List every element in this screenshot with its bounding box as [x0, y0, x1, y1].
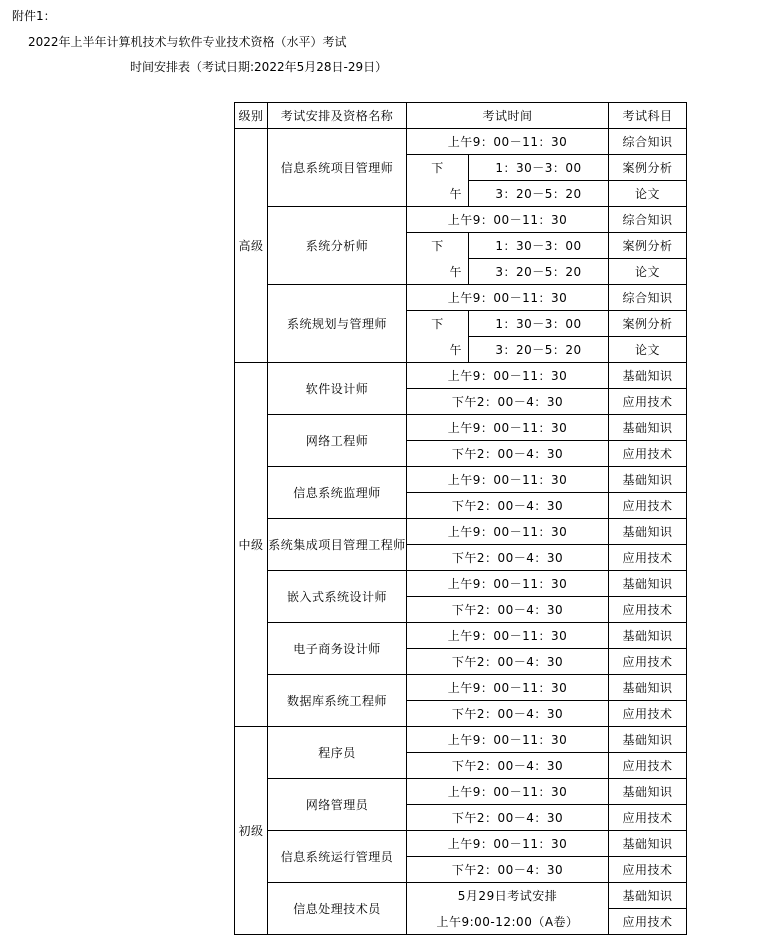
document-subtitle: 时间安排表（考试日期:2022年5月28日-29日） [130, 60, 388, 74]
table-row [235, 363, 687, 389]
qualification-name: 网络工程师 [268, 415, 407, 467]
exam-subject: 应用技术 [609, 753, 687, 779]
exam-time: 5月29日考试安排 [407, 883, 609, 909]
exam-subject: 综合知识 [609, 285, 687, 311]
exam-time: 上午9：00－11：30 [407, 727, 609, 753]
exam-time: 下午2：00－4：30 [407, 805, 609, 831]
exam-time: 3：20－5：20 [469, 337, 609, 363]
exam-subject: 基础知识 [609, 727, 687, 753]
exam-subject: 应用技术 [609, 441, 687, 467]
level-cell: 初级 [235, 727, 268, 935]
exam-time: 下午2：00－4：30 [407, 545, 609, 571]
column-header: 考试科目 [609, 103, 687, 129]
exam-time: 下午2：00－4：30 [407, 389, 609, 415]
table-header-row [235, 103, 687, 129]
exam-subject: 论文 [609, 181, 687, 207]
level-cell: 中级 [235, 363, 268, 727]
exam-time: 下午2：00－4：30 [407, 493, 609, 519]
table-row [235, 883, 687, 909]
qualification-name: 数据库系统工程师 [268, 675, 407, 727]
exam-subject: 应用技术 [609, 805, 687, 831]
exam-time: 上午9:00-12:00（A卷） [407, 909, 609, 935]
qualification-name: 系统分析师 [268, 207, 407, 285]
exam-time: 下午2：00－4：30 [407, 597, 609, 623]
exam-subject: 基础知识 [609, 363, 687, 389]
exam-subject: 应用技术 [609, 701, 687, 727]
table-row [235, 675, 687, 701]
table-row [235, 571, 687, 597]
exam-time: 1：30－3：00 [469, 233, 609, 259]
exam-time: 下午2：00－4：30 [407, 857, 609, 883]
exam-time: 上午9：00－11：30 [407, 571, 609, 597]
exam-time: 上午9：00－11：30 [407, 415, 609, 441]
table-row [235, 519, 687, 545]
exam-schedule-table [234, 102, 687, 935]
exam-time: 上午9：00－11：30 [407, 831, 609, 857]
exam-subject: 应用技术 [609, 909, 687, 935]
qualification-name: 信息系统监理师 [268, 467, 407, 519]
qualification-name: 信息处理技术员 [268, 883, 407, 935]
qualification-name: 系统集成项目管理工程师 [268, 519, 407, 571]
exam-subject: 综合知识 [609, 129, 687, 155]
exam-time: 上午9：00－11：30 [407, 207, 609, 233]
exam-time: 上午9：00－11：30 [407, 779, 609, 805]
qualification-name: 系统规划与管理师 [268, 285, 407, 363]
exam-time: 3：20－5：20 [469, 259, 609, 285]
table-row [235, 467, 687, 493]
qualification-name: 信息系统项目管理师 [268, 129, 407, 207]
exam-time: 下午2：00－4：30 [407, 441, 609, 467]
exam-subject: 基础知识 [609, 779, 687, 805]
exam-subject: 应用技术 [609, 649, 687, 675]
afternoon-label: 午 [407, 337, 469, 363]
exam-time: 下午2：00－4：30 [407, 649, 609, 675]
exam-subject: 论文 [609, 259, 687, 285]
exam-subject: 基础知识 [609, 831, 687, 857]
exam-time: 1：30－3：00 [469, 155, 609, 181]
exam-subject: 基础知识 [609, 883, 687, 909]
exam-subject: 应用技术 [609, 493, 687, 519]
table-row [235, 415, 687, 441]
exam-time: 1：30－3：00 [469, 311, 609, 337]
exam-subject: 应用技术 [609, 545, 687, 571]
afternoon-label: 午 [407, 181, 469, 207]
exam-time: 上午9：00－11：30 [407, 623, 609, 649]
exam-subject: 基础知识 [609, 675, 687, 701]
afternoon-label: 下 [407, 311, 469, 337]
qualification-name: 信息系统运行管理员 [268, 831, 407, 883]
column-header: 级别 [235, 103, 268, 129]
column-header: 考试安排及资格名称 [268, 103, 407, 129]
document-title: 2022年上半年计算机技术与软件专业技术资格（水平）考试 [28, 35, 347, 49]
table-row [235, 779, 687, 805]
exam-time: 上午9：00－11：30 [407, 467, 609, 493]
table-row [235, 623, 687, 649]
table-row [235, 831, 687, 857]
level-cell: 高级 [235, 129, 268, 363]
exam-subject: 案例分析 [609, 155, 687, 181]
afternoon-label: 下 [407, 233, 469, 259]
exam-subject: 案例分析 [609, 233, 687, 259]
exam-subject: 综合知识 [609, 207, 687, 233]
exam-subject: 应用技术 [609, 597, 687, 623]
attachment-label: 附件1： [12, 9, 56, 23]
qualification-name: 嵌入式系统设计师 [268, 571, 407, 623]
exam-subject: 基础知识 [609, 467, 687, 493]
qualification-name: 程序员 [268, 727, 407, 779]
table-row [235, 129, 687, 155]
exam-time: 上午9：00－11：30 [407, 675, 609, 701]
exam-subject: 应用技术 [609, 389, 687, 415]
qualification-name: 软件设计师 [268, 363, 407, 415]
qualification-name: 电子商务设计师 [268, 623, 407, 675]
exam-time: 上午9：00－11：30 [407, 285, 609, 311]
exam-subject: 基础知识 [609, 519, 687, 545]
exam-subject: 基础知识 [609, 571, 687, 597]
afternoon-label: 午 [407, 259, 469, 285]
exam-time: 下午2：00－4：30 [407, 701, 609, 727]
qualification-name: 网络管理员 [268, 779, 407, 831]
exam-subject: 基础知识 [609, 415, 687, 441]
exam-subject: 应用技术 [609, 857, 687, 883]
exam-subject: 论文 [609, 337, 687, 363]
table-row [235, 285, 687, 311]
column-header: 考试时间 [407, 103, 609, 129]
table-row [235, 727, 687, 753]
afternoon-label: 下 [407, 155, 469, 181]
exam-time: 上午9：00－11：30 [407, 519, 609, 545]
exam-time: 3：20－5：20 [469, 181, 609, 207]
exam-subject: 基础知识 [609, 623, 687, 649]
exam-time: 上午9：00－11：30 [407, 363, 609, 389]
exam-time: 上午9：00－11：30 [407, 129, 609, 155]
table-row [235, 207, 687, 233]
exam-subject: 案例分析 [609, 311, 687, 337]
exam-time: 下午2：00－4：30 [407, 753, 609, 779]
